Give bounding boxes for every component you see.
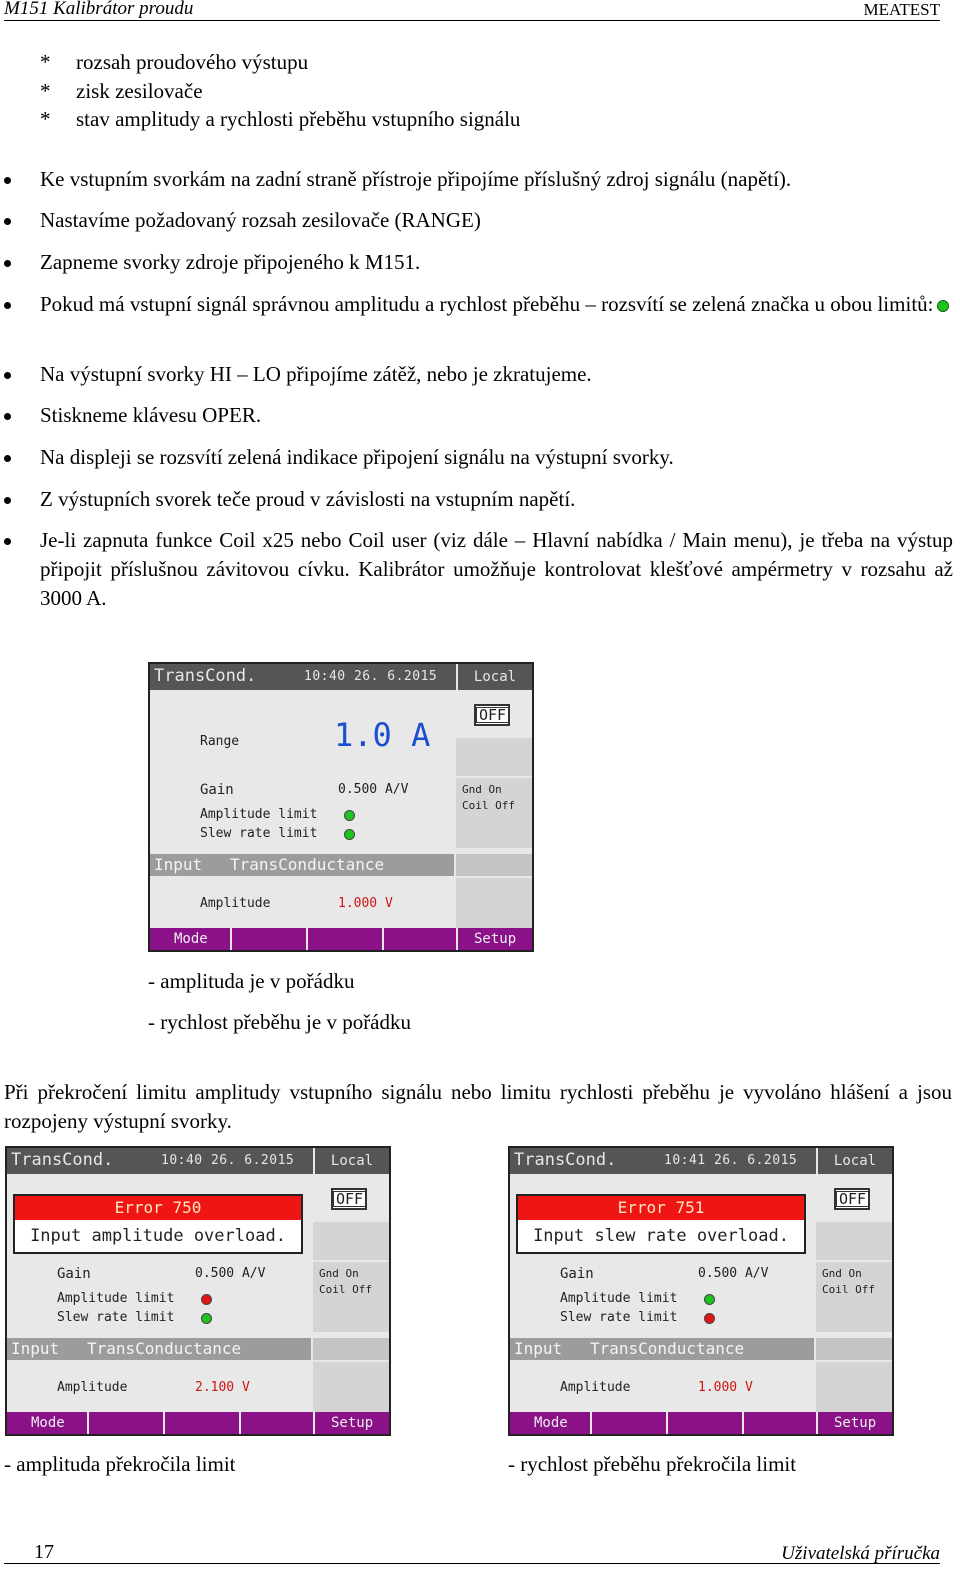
caption: - rychlost přeběhu překročila limit — [508, 1452, 797, 1476]
amplitude-limit-led-icon — [201, 1294, 212, 1305]
lcd-screen-error-750 — [5, 1146, 391, 1436]
input-section-bar: Input TransConductance — [150, 854, 454, 876]
lcd-local-button[interactable]: Local — [816, 1148, 892, 1174]
setup-button[interactable]: Setup — [474, 931, 517, 947]
slew-rate-limit-label: Slew rate limit — [200, 826, 318, 841]
error-message: Input slew rate overload. — [533, 1226, 789, 1246]
gain-value[interactable]: 0.500 A/V — [338, 782, 409, 797]
error-title: Error 750 — [15, 1196, 301, 1220]
page-header — [4, 0, 940, 21]
mode-button[interactable]: Mode — [174, 931, 208, 947]
range-value[interactable]: 1.0 A — [334, 716, 431, 754]
header-brand: MEATEST — [863, 0, 940, 19]
range-label: Range — [200, 734, 240, 749]
slew-rate-limit-led-icon — [201, 1313, 212, 1324]
lcd-title-bar: TransCond. 10:40 26. 6.2015 Local — [7, 1148, 389, 1174]
bullet-item: Ke vstupním svorkám na zadní straně přístroje připojíme příslušný zdroj signálu (napětí). — [0, 165, 953, 194]
lcd-title-bar: TransCond. 10:41 26. 6.2015 Local — [510, 1148, 892, 1174]
amplitude-limit-label: Amplitude limit — [560, 1291, 678, 1306]
gnd-coil-button[interactable]: Gnd On Coil Off — [319, 1267, 372, 1296]
lcd-screen-normal — [148, 662, 534, 952]
error-dialog — [13, 1194, 303, 1254]
caption: - rychlost přeběhu je v pořádku — [148, 1010, 412, 1034]
bullet-item: Z výstupních svorek teče proud v závislosti na vstupním napětí. — [0, 485, 953, 514]
setup-button[interactable]: Setup — [834, 1415, 877, 1431]
gain-label: Gain — [560, 1266, 594, 1282]
gain-label: Gain — [57, 1266, 91, 1282]
error-title: Error 751 — [518, 1196, 804, 1220]
lcd-local-button[interactable]: Local — [313, 1148, 389, 1174]
off-button[interactable]: OFF — [331, 1188, 367, 1210]
bullet-item: Na výstupní svorky HI – LO připojíme zátěž, nebo je zkratujeme. — [0, 360, 953, 389]
bullet-item: Je-li zapnuta funkce Coil x25 nebo Coil user (viz dále – Hlavní nabídka / Main menu), je třeba na výstup připojit příslušnou závitovou cívku. Kalibrátor umožňuje kontrolovat klešťové ampérmetry v rozsahu až 3000 A. — [0, 526, 953, 613]
bullet-item: Na displeji se rozsvítí zelená indikace připojení signálu na výstupní svorky. — [0, 443, 953, 472]
amplitude-label: Amplitude — [57, 1380, 128, 1395]
off-button[interactable]: OFF — [834, 1188, 870, 1210]
gain-label: Gain — [200, 782, 234, 798]
slew-rate-limit-label: Slew rate limit — [57, 1310, 175, 1325]
slew-rate-limit-led-icon — [704, 1313, 715, 1324]
green-led-icon — [937, 300, 949, 312]
footer-title: Uživatelská příručka — [781, 1543, 940, 1564]
lcd-screen-error-751 — [508, 1146, 894, 1436]
off-button[interactable]: OFF — [474, 704, 510, 726]
setup-button[interactable]: Setup — [331, 1415, 374, 1431]
error-dialog — [516, 1194, 806, 1254]
page-footer — [4, 1541, 940, 1564]
lcd-menu-bar — [7, 1412, 389, 1434]
page-number: 17 — [34, 1541, 54, 1563]
header-title: M151 Kalibrátor proudu — [4, 0, 194, 19]
lcd-title-bar — [150, 664, 532, 690]
amplitude-limit-label: Amplitude limit — [200, 807, 318, 822]
lcd-function: TransCond. — [154, 666, 257, 686]
amplitude-value[interactable]: 1.000 V — [698, 1380, 753, 1395]
gnd-coil-button[interactable]: Gnd On Coil Off — [822, 1267, 875, 1296]
amplitude-limit-led-icon — [704, 1294, 715, 1305]
amplitude-value[interactable]: 2.100 V — [195, 1380, 250, 1395]
amplitude-limit-label: Amplitude limit — [57, 1291, 175, 1306]
gain-value[interactable]: 0.500 A/V — [698, 1266, 769, 1281]
slew-rate-limit-label: Slew rate limit — [560, 1310, 678, 1325]
amplitude-limit-led-icon — [344, 810, 355, 821]
paragraph: Při překročení limitu amplitudy vstupního signálu nebo limitu rychlosti přeběhu je vyvoláno hlášení a jsou rozpojeny výstupní svorky. — [4, 1080, 952, 1133]
error-message: Input amplitude overload. — [30, 1226, 286, 1246]
lcd-menu-bar — [150, 928, 532, 950]
bullet-item: Pokud má vstupní signál správnou amplitudu a rychlost přeběhu – rozsvítí se zelená značka u obou limitů: — [0, 290, 953, 319]
amplitude-label: Amplitude — [560, 1380, 631, 1395]
lcd-menu-bar — [510, 1412, 892, 1434]
input-section-bar: Input TransConductance — [7, 1338, 311, 1360]
bullet-item: Nastavíme požadovaný rozsah zesilovače (RANGE) — [0, 206, 953, 235]
slew-rate-limit-led-icon — [344, 829, 355, 840]
mode-button[interactable]: Mode — [534, 1415, 568, 1431]
amplitude-label: Amplitude — [200, 896, 271, 911]
bullet-item: Zapneme svorky zdroje připojeného k M151. — [0, 248, 953, 277]
lcd-datetime: 10:40 26. 6.2015 — [304, 669, 438, 684]
input-section-bar: Input TransConductance — [510, 1338, 814, 1360]
lcd-local-button[interactable]: Local — [456, 664, 532, 690]
amplitude-value[interactable]: 1.000 V — [338, 896, 393, 911]
mode-button[interactable]: Mode — [31, 1415, 65, 1431]
gnd-coil-button[interactable]: Gnd On Coil Off — [462, 783, 515, 812]
caption: - amplituda je v pořádku — [148, 969, 355, 993]
gain-value[interactable]: 0.500 A/V — [195, 1266, 266, 1281]
bullet-item: Stiskneme klávesu OPER. — [0, 401, 953, 430]
caption: - amplituda překročila limit — [4, 1452, 236, 1476]
